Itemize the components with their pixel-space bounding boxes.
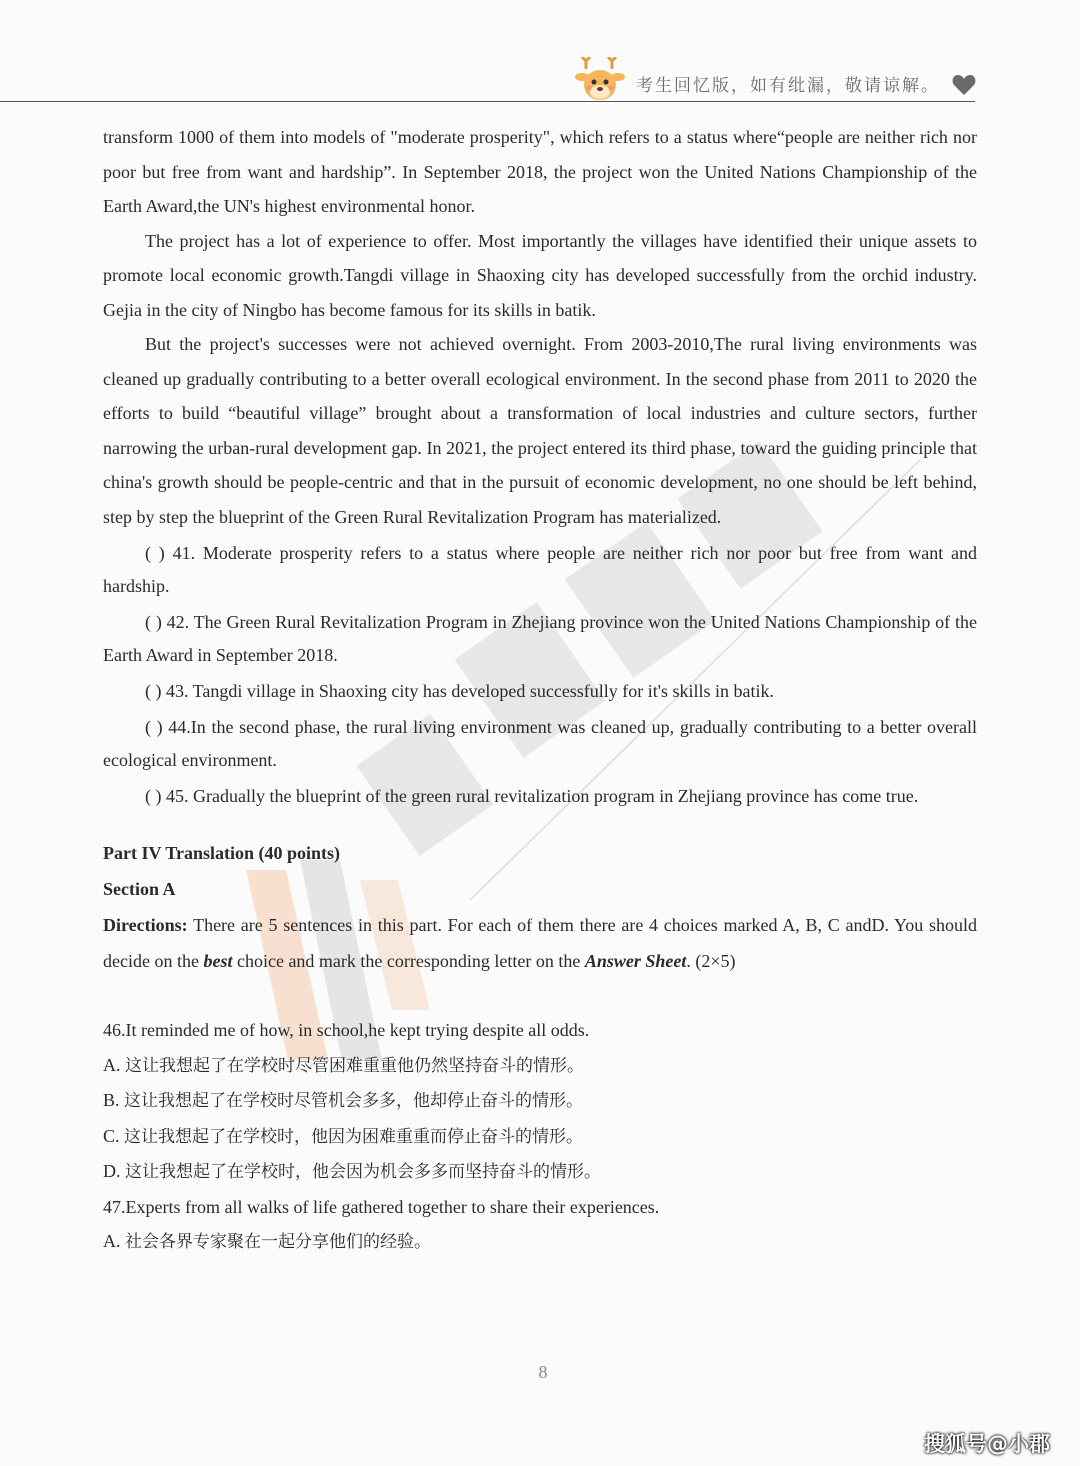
header-notice: 考生回忆版，如有纰漏，敬请谅解。 bbox=[636, 76, 940, 96]
directions-text-1: There are 5 sentences in this part. For each of them there are 4 choices marked A, B, C andD. You should decide on the bbox=[103, 915, 977, 971]
option-text: 这让我想起了在学校时，他因为困难重重而停止奋斗的情形。 bbox=[124, 1126, 584, 1147]
directions-label: Directions: bbox=[103, 915, 188, 935]
item-47-option-a bbox=[103, 1224, 977, 1260]
page-content bbox=[103, 120, 977, 1260]
option-text: 这让我想起了在学校时尽管困难重重他仍然坚持奋斗的情形。 bbox=[125, 1055, 584, 1076]
item-46-option-a bbox=[103, 1048, 977, 1084]
passage-paragraph-2: The project has a lot of experience to offer. Most importantly the villages have identified their unique assets to promote local economic growth.Tangdi village in Shaoxing city has developed successfully from the orchid industry. Gejia in the city of Ningbo has become famous for its skills in batik. bbox=[103, 230, 977, 320]
passage-paragraph-1: transform 1000 of them into models of "moderate prosperity", which refers to a status where“people are neither rich nor poor but free from want and hardship”. In September 2018, the project won the United Nations Championship of the Earth Award,the UN's highest environmental honor. bbox=[103, 127, 977, 216]
directions-emphasis-best: best bbox=[203, 951, 233, 971]
directions-text-2: choice and mark the corresponding letter on the bbox=[232, 951, 585, 971]
section-title: Section A bbox=[103, 879, 176, 899]
question-43: ( ) 43. Tangdi village in Shaoxing city has developed successfully for it's skills in batik. bbox=[145, 681, 775, 701]
option-label: A. bbox=[103, 1231, 125, 1251]
source-watermark-text: 搜狐号@小郡 bbox=[924, 1432, 1050, 1456]
header-rule bbox=[0, 101, 975, 102]
option-label: A. bbox=[103, 1054, 125, 1075]
directions-emphasis-sheet: Answer Sheet bbox=[584, 951, 687, 971]
question-44: ( ) 44.In the second phase, the rural living environment was cleaned up, gradually contributing to a better overall ecological environment. bbox=[103, 717, 977, 770]
item-46-stem: 46.It reminded me of how, in school,he kept trying despite all odds. bbox=[103, 1020, 590, 1040]
directions bbox=[103, 907, 977, 979]
option-text: 这让我想起了在学校时尽管机会多多，他却停止奋斗的情形。 bbox=[124, 1091, 584, 1111]
option-label: D. bbox=[103, 1161, 125, 1181]
option-label: C. bbox=[103, 1125, 125, 1146]
question-45: ( ) 45. Gradually the blueprint of the green rural revitalization program in Zhejiang province has come true. bbox=[145, 786, 919, 806]
option-text: 这让我想起了在学校时，他会因为机会多多而坚持奋斗的情形。 bbox=[125, 1162, 601, 1182]
directions-text-3: . (2×5) bbox=[686, 951, 736, 971]
deer-mascot-icon bbox=[572, 57, 628, 103]
page-header bbox=[0, 55, 1080, 105]
heart-icon bbox=[952, 75, 976, 95]
option-text: 社会各界专家聚在一起分享他们的经验。 bbox=[125, 1232, 431, 1252]
passage-paragraph-3: But the project's successes were not achieved overnight. From 2003-2010,The rural living environments was cleaned up gradually contributing to a better overall ecological environment. In the second phase from 2011 to 2020 the efforts to build “beautiful village” brought about a transformation of local industries and culture sectors, further narrowing the urban-rural development gap. In 2021, the project entered its third phase, toward the guiding principle that china's growth should be people-centric and that in the pursuit of economic development, no one should be left behind, step by step the blueprint of the Green Rural Revitalization Program has materialized. bbox=[103, 334, 977, 527]
item-47-stem: 47.Experts from all walks of life gathered together to share their experiences. bbox=[103, 1196, 660, 1217]
item-46-option-b bbox=[103, 1083, 977, 1119]
option-label: B. bbox=[103, 1090, 125, 1110]
question-42: ( ) 42. The Green Rural Revitalization Program in Zhejiang province won the United Nations Championship of the Earth Award in September 2018. bbox=[103, 612, 977, 665]
page-number: 8 bbox=[538, 1362, 548, 1382]
item-46-option-d bbox=[103, 1154, 977, 1190]
item-46-option-c bbox=[103, 1119, 977, 1155]
question-41: ( ) 41. Moderate prosperity refers to a status where people are neither rich nor poor but free from want and hardship. bbox=[103, 543, 977, 596]
part-title: Part IV Translation (40 points) bbox=[103, 843, 341, 863]
